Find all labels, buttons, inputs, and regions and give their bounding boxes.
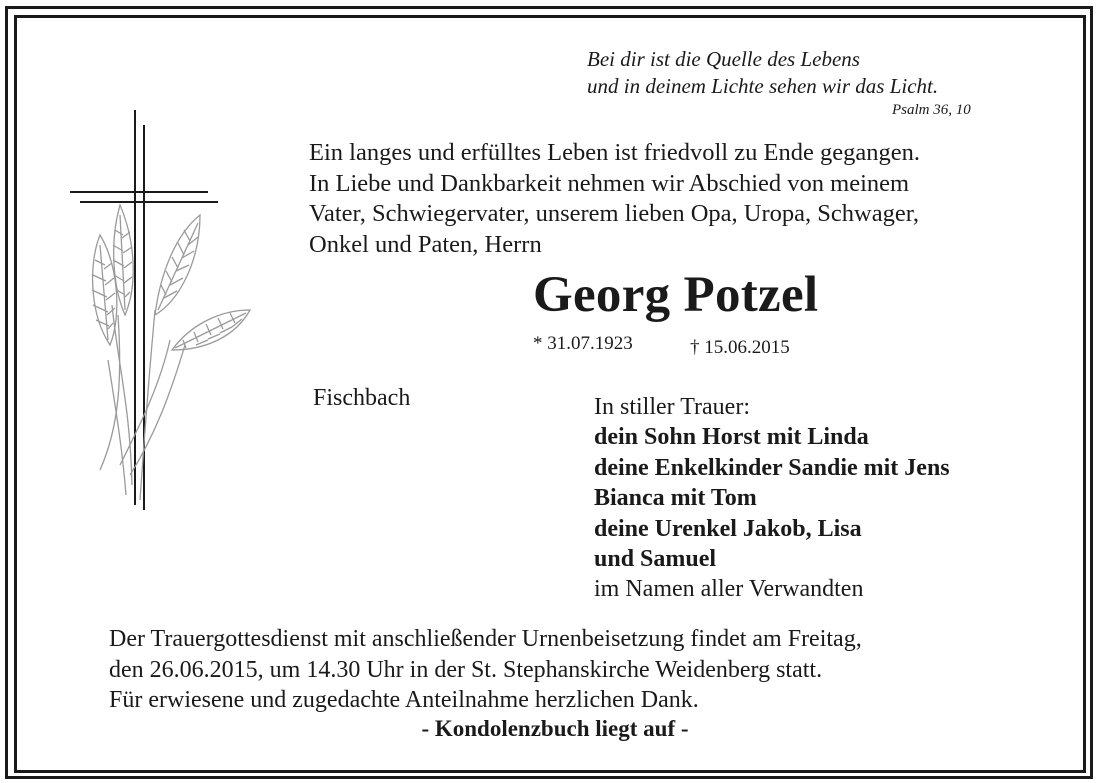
- quote-reference: Psalm 36, 10: [892, 102, 971, 118]
- mourners-block: [594, 392, 950, 605]
- intro-line: Ein langes und erfülltes Leben ist friedvoll zu Ende gegangen.: [309, 139, 920, 166]
- intro-line: Onkel und Paten, Herrn: [309, 230, 542, 258]
- intro-line: In Liebe und Dankbarkeit nehmen wir Abschied von meinem: [309, 169, 910, 197]
- service-line: Für erwiesene und zugedachte Anteilnahme herzlichen Dank.: [109, 687, 699, 713]
- intro-text: [309, 138, 920, 260]
- birth-date: * 31.07.1923: [533, 333, 633, 354]
- mourners-closing: im Namen aller Verwandten: [594, 576, 864, 603]
- place-name: Fischbach: [313, 385, 411, 411]
- mourner-name: deine Enkelkinder Sandie mit Jens: [594, 454, 950, 481]
- deceased-name: Georg Potzel: [533, 267, 819, 323]
- quote-line: Bei dir ist die Quelle des Lebens: [587, 47, 860, 71]
- mourner-name: und Samuel: [594, 546, 717, 573]
- intro-line: Vater, Schwiegervater, unserem lieben Opa, Uropa, Schwager,: [309, 200, 919, 227]
- quote-line: und in deinem Lichte sehen wir das Licht.: [587, 74, 939, 98]
- condolence-note: - Kondolenzbuch liegt auf -: [421, 716, 689, 741]
- service-line: den 26.06.2015, um 14.30 Uhr in der St. Stephanskirche Weidenberg statt.: [109, 656, 823, 683]
- mourner-name: Bianca mit Tom: [594, 485, 757, 512]
- mourner-name: deine Urenkel Jakob, Lisa: [594, 515, 862, 542]
- death-date: † 15.06.2015: [690, 337, 790, 358]
- mourner-name: dein Sohn Horst mit Linda: [594, 424, 869, 451]
- service-line: Der Trauergottesdienst mit anschließender Urnenbeisetzung findet am Freitag,: [109, 626, 862, 652]
- mourners-heading: In stiller Trauer:: [594, 394, 750, 420]
- bible-quote: [587, 46, 938, 100]
- cross-with-wheat-icon: [60, 105, 260, 515]
- service-announcement: [109, 624, 862, 716]
